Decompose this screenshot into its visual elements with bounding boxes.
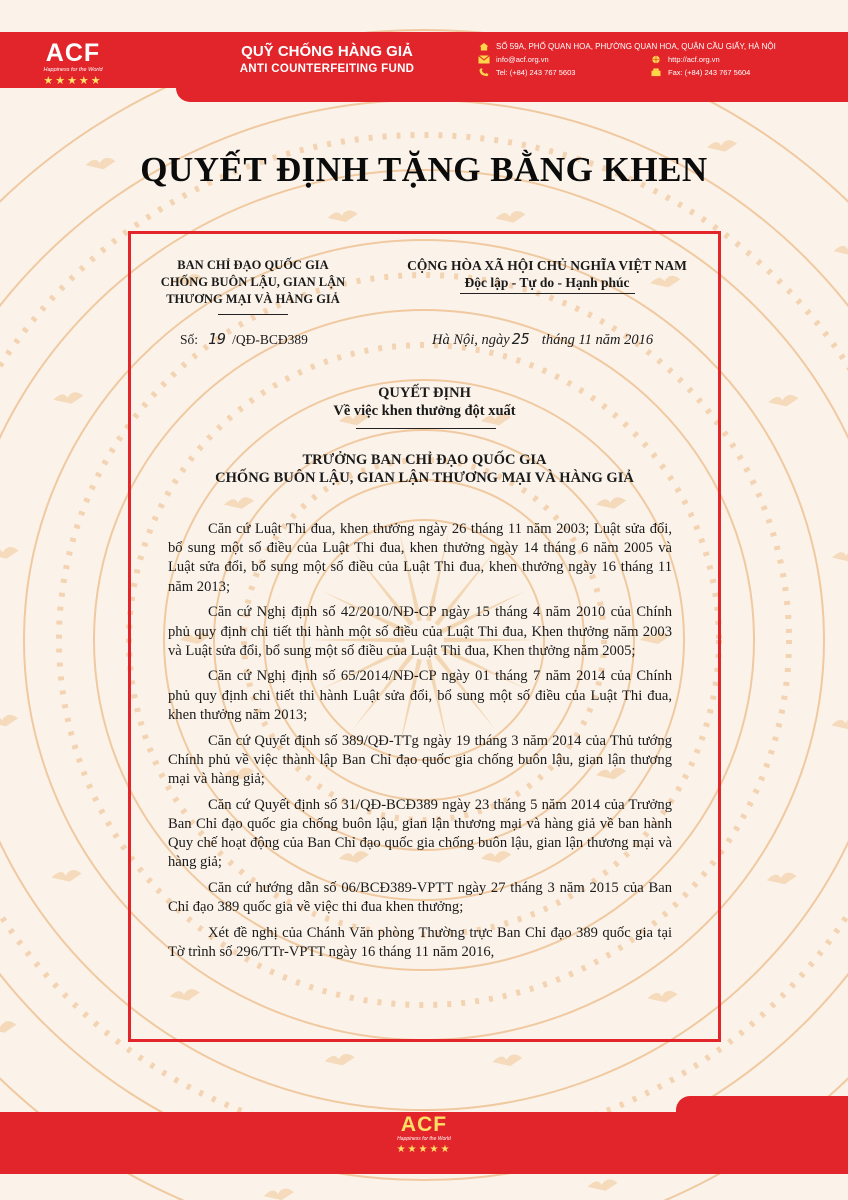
- issuing-organization: [138, 257, 368, 308]
- tel-text: Tel: (+84) 243 767 5603: [496, 68, 576, 77]
- bird-motif: [495, 211, 525, 223]
- national-header: [382, 257, 712, 291]
- fund-name: [212, 42, 442, 77]
- org-underline: [218, 314, 288, 315]
- header-notch: [176, 88, 848, 102]
- preamble-paragraph: Xét đề nghị của Chánh Văn phòng Thường trực Ban Chỉ đạo 389 quốc gia tại Tờ trình số 296/TTr-VPTT ngày 16 tháng 11 năm 2016,: [168, 924, 672, 961]
- bird-motif: [0, 1021, 16, 1033]
- bird-motif: [264, 1189, 294, 1200]
- fund-name-vn: QUỸ CHỐNG HÀNG GIẢ: [241, 43, 413, 60]
- website-text[interactable]: http://acf.org.vn: [668, 55, 720, 64]
- document-body: [168, 520, 672, 969]
- date-suffix: tháng 11 năm 2016: [541, 332, 654, 348]
- acf-logo: [22, 40, 124, 102]
- bird-motif: [768, 395, 798, 407]
- preamble-paragraph: Căn cứ hướng dẫn số 06/BCĐ389-VPTT ngày 27 tháng 3 năm 2015 của Ban Chỉ đạo 389 quốc gia về việc thi đua khen thưởng;: [168, 879, 672, 916]
- org-line: BAN CHỈ ĐẠO QUỐC GIA: [177, 258, 329, 272]
- date-prefix: Hà Nội, ngày: [432, 332, 510, 348]
- contact-info: [478, 40, 838, 79]
- number-prefix: Số:: [180, 332, 199, 347]
- date-day-handwritten: 25: [511, 330, 530, 348]
- national-motto: Độc lập - Tự do - Hạnh phúc: [464, 275, 630, 290]
- document-number: [180, 330, 308, 348]
- bird-motif: [831, 718, 848, 730]
- preamble-paragraph: Căn cứ Nghị định số 42/2010/NĐ-CP ngày 15 tháng 4 năm 2010 của Chính phủ quy định chi tiết thi hành một số điều của Luật Thi đua, Khen thưởng năm 2003 và Luật sửa đổi, bổ sung một số điều của Luật Thi đua, Khen thưởng năm 2005;: [168, 604, 672, 659]
- number-suffix: /QĐ-BCĐ389: [232, 332, 308, 347]
- footer-logo-stars: ★★★★★: [396, 1144, 452, 1155]
- decision-heading: [128, 384, 721, 420]
- bird-motif: [492, 1054, 522, 1066]
- footer-acf-logo: [374, 1114, 474, 1156]
- country-name: CỘNG HÒA XÃ HỘI CHỦ NGHĨA VIỆT NAM: [407, 258, 687, 273]
- bird-motif: [53, 392, 83, 404]
- preamble-paragraph: Căn cứ Quyết định số 389/QĐ-TTg ngày 19 tháng 3 năm 2014 của Thủ tướng Chính phủ về việc thành lập Ban Chỉ đạo quốc gia chống buôn lậu, gian lận thương mại và hàng giả;: [168, 732, 672, 787]
- bird-motif: [834, 244, 848, 256]
- motto-underline: [460, 293, 635, 294]
- page-title: QUYẾT ĐỊNH TẶNG BẰNG KHEN: [140, 150, 708, 189]
- preamble-paragraph: Căn cứ Nghị định số 65/2014/NĐ-CP ngày 01 tháng 7 năm 2014 của Chính phủ quy định chi tiết thi hành Luật sửa đổi, bổ sung một số điều của Luật Thi đua, khen thưởng năm 2013;: [168, 668, 672, 723]
- phone-icon: [478, 68, 490, 77]
- logo-text: ACF: [45, 39, 101, 67]
- footer-logo-slogan: Happiness for the World: [397, 1136, 451, 1142]
- bird-motif: [325, 1054, 355, 1066]
- org-line: CHỐNG BUÔN LẬU, GIAN LẬN: [160, 275, 346, 289]
- bird-motif: [588, 1179, 618, 1191]
- email-text[interactable]: info@acf.org.vn: [496, 55, 549, 64]
- issuer-line: TRƯỞNG BAN CHỈ ĐẠO QUỐC GIA: [302, 452, 547, 468]
- issuer-title: [128, 451, 721, 487]
- preamble-paragraph: Căn cứ Quyết định số 31/QĐ-BCĐ389 ngày 23 tháng 5 năm 2014 của Trưởng Ban Chỉ đạo quốc gia chống buôn lậu, gian lận thương mại và hàng giả về ban hành Quy chế hoạt động của Ban Chỉ đạo quốc gia chống buôn lậu, gian lận thương mại và hàng giả;: [168, 796, 672, 871]
- decision-underline: [356, 428, 496, 429]
- decision-title: QUYẾT ĐỊNH: [378, 385, 471, 401]
- fax-text: Fax: (+84) 243 767 5604: [668, 68, 751, 77]
- bird-motif: [52, 870, 82, 882]
- issuer-line: CHỐNG BUÔN LẬU, GIAN LẬN THƯƠNG MẠI VÀ HÀNG GIẢ: [215, 470, 634, 486]
- preamble-paragraph: Căn cứ Luật Thi đua, khen thưởng ngày 26 tháng 11 năm 2003; Luật sửa đổi, bổ sung một số điều của Luật Thi đua, khen thưởng ngày 14 tháng 6 năm 2005 và Luật sửa đổi, bổ sung một số điều của Luật Thi đua, khen thưởng ngày 16 tháng 11 năm 2013;: [168, 521, 672, 595]
- number-handwritten: 19: [208, 330, 227, 348]
- decision-subtitle: Về việc khen thưởng đột xuất: [333, 403, 516, 419]
- footer-logo-text: ACF: [400, 1113, 448, 1136]
- email-icon: [478, 55, 490, 64]
- bird-motif: [328, 210, 358, 222]
- org-line: THƯƠNG MẠI VÀ HÀNG GIẢ: [166, 292, 340, 306]
- bird-motif: [767, 873, 797, 885]
- fax-icon: [650, 68, 662, 77]
- document-date: [432, 330, 653, 349]
- bird-motif: [832, 550, 848, 562]
- address-text: SỐ 59A, PHỐ QUAN HOA, PHƯỜNG QUAN HOA, QUẬN CẦU GIẤY, HÀ NỘI: [496, 42, 776, 51]
- globe-icon: [650, 55, 662, 64]
- logo-slogan: Happiness for the World: [43, 67, 103, 73]
- home-icon: [478, 42, 490, 51]
- logo-stars: ★★★★★: [43, 75, 103, 87]
- bird-motif: [0, 547, 19, 559]
- bird-motif: [0, 715, 18, 727]
- fund-name-en: ANTI COUNTERFEITING FUND: [239, 63, 415, 75]
